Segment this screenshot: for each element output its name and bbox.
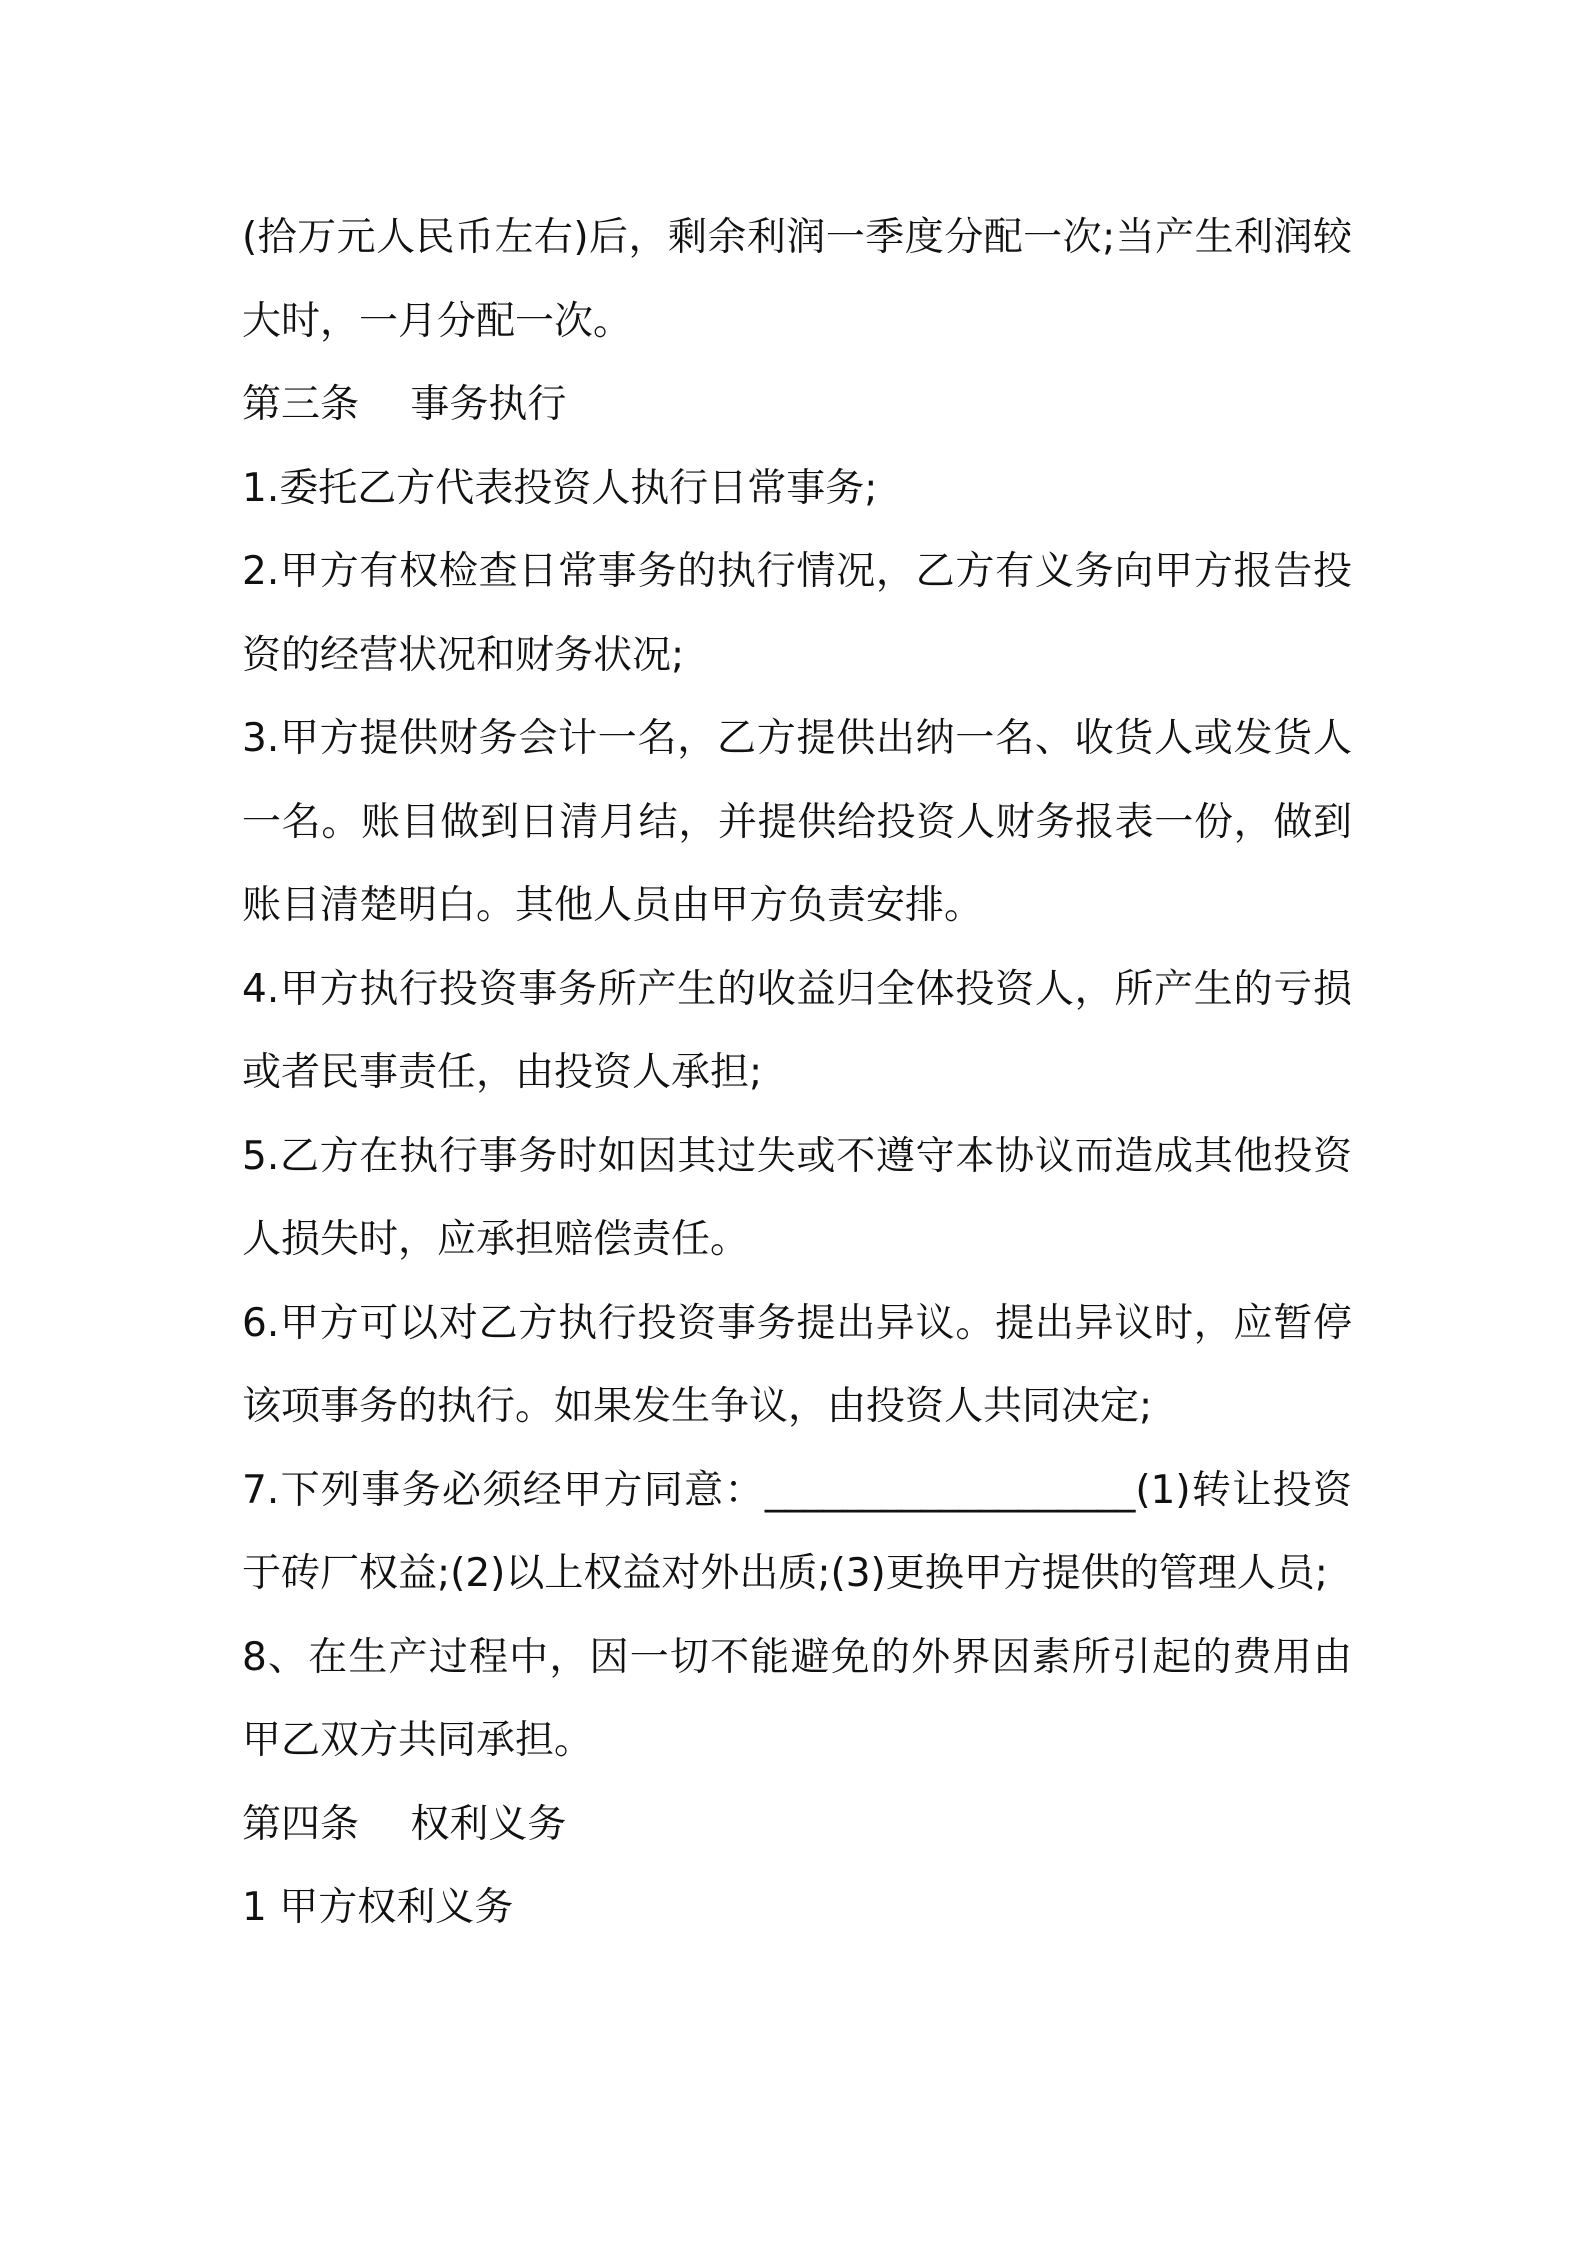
- clause-4-1-heading: 1 甲方权利义务: [242, 1885, 514, 1930]
- article-4-heading: 第四条 权利义务: [242, 1801, 567, 1847]
- clause-3-3: 3.甲方提供财务会计一名，乙方提供出纳一名、收货人或发货人一名。账目做到日清月结，并提供给投资人财务报表一份，做到账目清楚明白。其他人员由甲方负责安排。: [242, 716, 1352, 928]
- clause-3-1: 1.委托乙方代表投资人执行日常事务;: [242, 465, 878, 511]
- clause-3-7: 7.下列事务必须经甲方同意：___________________(1)转让投资于砖厂权益;(2)以上权益对外出质;(3)更换甲方提供的管理人员;: [242, 1467, 1352, 1596]
- clause-3-2: 2.甲方有权检查日常事务的执行情况，乙方有义务向甲方报告投资的经营状况和财务状况;: [242, 549, 1352, 678]
- clause-3-6: 6.甲方可以对乙方执行投资事务提出异议。提出异议时，应暂停该项事务的执行。如果发生争议，由投资人共同决定;: [242, 1300, 1352, 1429]
- clause-3-4: 4.甲方执行投资事务所产生的收益归全体投资人，所产生的亏损或者民事责任，由投资人承担;: [242, 966, 1352, 1095]
- clause-3-8: 8、在生产过程中，因一切不能避免的外界因素所引起的费用由甲乙双方共同承担。: [242, 1634, 1352, 1763]
- document-body: [242, 196, 1352, 1950]
- article-3-heading: 第三条 事务执行: [242, 382, 567, 427]
- paragraph-profit-distribution: (拾万元人民币左右)后，剩余利润一季度分配一次;当产生利润较大时，一月分配一次。: [242, 215, 1352, 344]
- clause-3-5: 5.乙方在执行事务时如因其过失或不遵守本协议而造成其他投资人损失时，应承担赔偿责任。: [242, 1133, 1352, 1262]
